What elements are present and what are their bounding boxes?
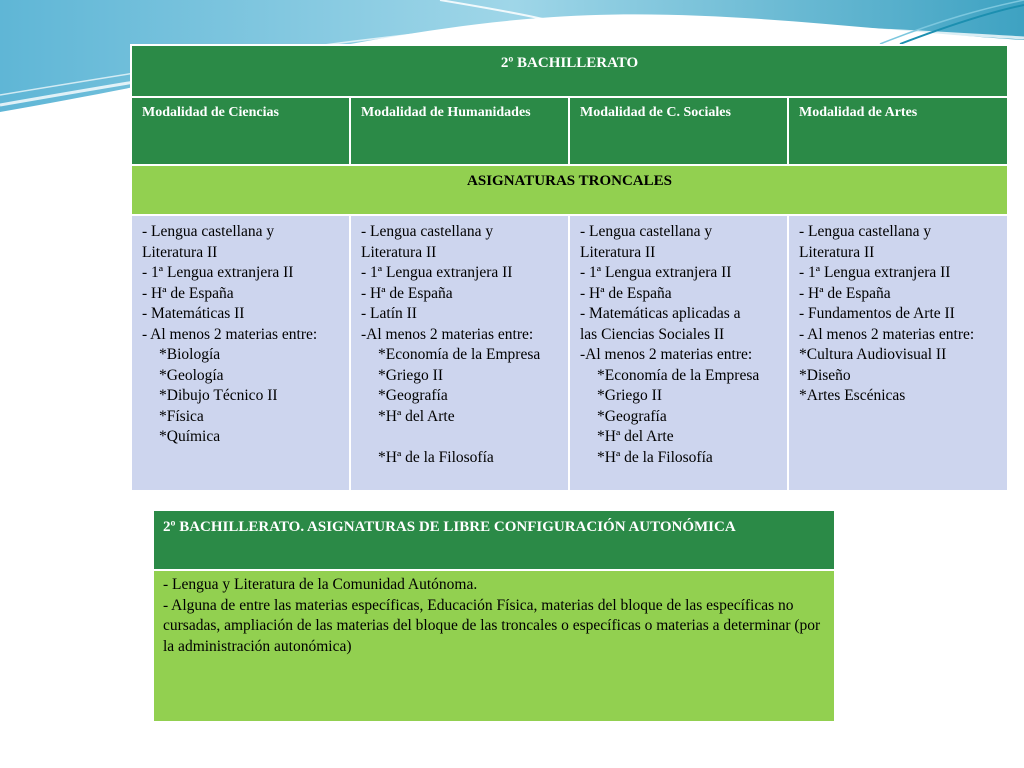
- libre-config-title: 2º BACHILLERATO. ASIGNATURAS DE LIBRE CONFIGURACIÓN AUTONÓMICA: [163, 519, 736, 535]
- subject-item: - 1ª Lengua extranjera II: [580, 264, 732, 281]
- modality-label: Modalidad de Humanidades: [361, 105, 531, 120]
- subject-list: [570, 216, 787, 468]
- subject-item: - Lengua castellana y: [580, 223, 713, 240]
- subject-item: Literatura II: [361, 243, 437, 261]
- libre-config-list: [154, 571, 834, 657]
- modality-header-artes: [788, 97, 1008, 165]
- libre-config-item: - Alguna de entre las materias específicas, Educación Física, materias del bloque de las específicas no cursadas, ampliación de las materias del bloque de las troncales o específicas o materias a determinar (por la administración autonómica): [163, 596, 821, 655]
- subject-item: *Diseño: [799, 366, 851, 384]
- subject-item: Literatura II: [580, 243, 656, 261]
- table-title: 2º BACHILLERATO: [500, 55, 639, 71]
- modality-label: Modalidad de C. Sociales: [580, 105, 731, 120]
- subject-item: *Dibujo Técnico II: [159, 387, 278, 404]
- subject-list: [351, 216, 568, 468]
- subject-item: - Lengua castellana y: [361, 223, 494, 240]
- subject-item: - Lengua castellana y: [142, 223, 275, 240]
- modality-label: Modalidad de Ciencias: [142, 105, 279, 120]
- subject-item: *Geografía: [597, 407, 667, 425]
- subject-item: - Latín II: [361, 305, 417, 322]
- subject-item: *Hª de la Filosofía: [378, 448, 494, 466]
- troncales-section-cell: [131, 165, 1008, 215]
- subject-item: - Hª de España: [799, 284, 891, 302]
- subject-item: *Física: [159, 407, 204, 425]
- subject-item: *Economía de la Empresa: [378, 346, 541, 363]
- subjects-cell-sociales: [569, 215, 788, 491]
- subjects-cell-ciencias: [131, 215, 350, 491]
- subject-item: - 1ª Lengua extranjera II: [799, 264, 951, 281]
- subject-item: Literatura II: [142, 243, 218, 261]
- subject-item: *Hª de la Filosofía: [597, 448, 713, 466]
- subject-item: - Hª de España: [142, 284, 234, 302]
- subject-item: *Griego II: [597, 387, 662, 404]
- modality-label: Modalidad de Artes: [799, 105, 918, 120]
- section-title: ASIGNATURAS TRONCALES: [467, 173, 672, 189]
- subject-item: las Ciencias Sociales II: [580, 325, 725, 343]
- libre-config-title-cell: [153, 510, 835, 570]
- subject-item: - Al menos 2 materias entre:: [799, 325, 975, 343]
- subject-item: - 1ª Lengua extranjera II: [142, 264, 294, 281]
- subject-item: [361, 427, 564, 448]
- subject-item: -Al menos 2 materias entre:: [580, 346, 753, 363]
- subject-list: [789, 216, 1007, 407]
- subject-item: *Geología: [159, 366, 224, 384]
- libre-config-body-cell: [153, 570, 835, 722]
- subject-list: [132, 216, 349, 448]
- subject-item: - Hª de España: [580, 284, 672, 302]
- subjects-cell-artes: [788, 215, 1008, 491]
- troncales-table: [130, 44, 1009, 492]
- subject-item: - Lengua castellana y: [799, 223, 932, 240]
- subject-item: *Hª del Arte: [597, 428, 674, 445]
- subject-item: - Matemáticas aplicadas a: [580, 305, 741, 322]
- subject-item: Literatura II: [799, 243, 875, 261]
- subject-item: *Cultura Audiovisual II: [799, 346, 947, 363]
- table-title-cell: [131, 45, 1008, 97]
- subjects-cell-humanidades: [350, 215, 569, 491]
- subject-item: *Economía de la Empresa: [597, 366, 760, 384]
- subject-item: - 1ª Lengua extranjera II: [361, 264, 513, 281]
- subject-item: *Química: [159, 428, 221, 445]
- subject-item: *Geografía: [378, 387, 448, 404]
- subject-item: - Al menos 2 materias entre:: [142, 325, 318, 343]
- libre-config-item: - Lengua y Literatura de la Comunidad Autónoma.: [163, 576, 478, 593]
- subject-item: *Griego II: [378, 366, 443, 384]
- modality-header-sociales: [569, 97, 788, 165]
- subject-item: *Artes Escénicas: [799, 387, 906, 404]
- subject-item: -Al menos 2 materias entre:: [361, 325, 534, 343]
- subject-item: - Matemáticas II: [142, 305, 245, 322]
- subject-item: - Hª de España: [361, 284, 453, 302]
- modality-header-ciencias: [131, 97, 350, 165]
- subject-item: - Fundamentos de Arte II: [799, 305, 955, 322]
- libre-configuracion-table: [152, 509, 836, 723]
- subject-item: *Biología: [159, 346, 221, 363]
- modality-header-humanidades: [350, 97, 569, 165]
- subject-item: *Hª del Arte: [378, 407, 455, 425]
